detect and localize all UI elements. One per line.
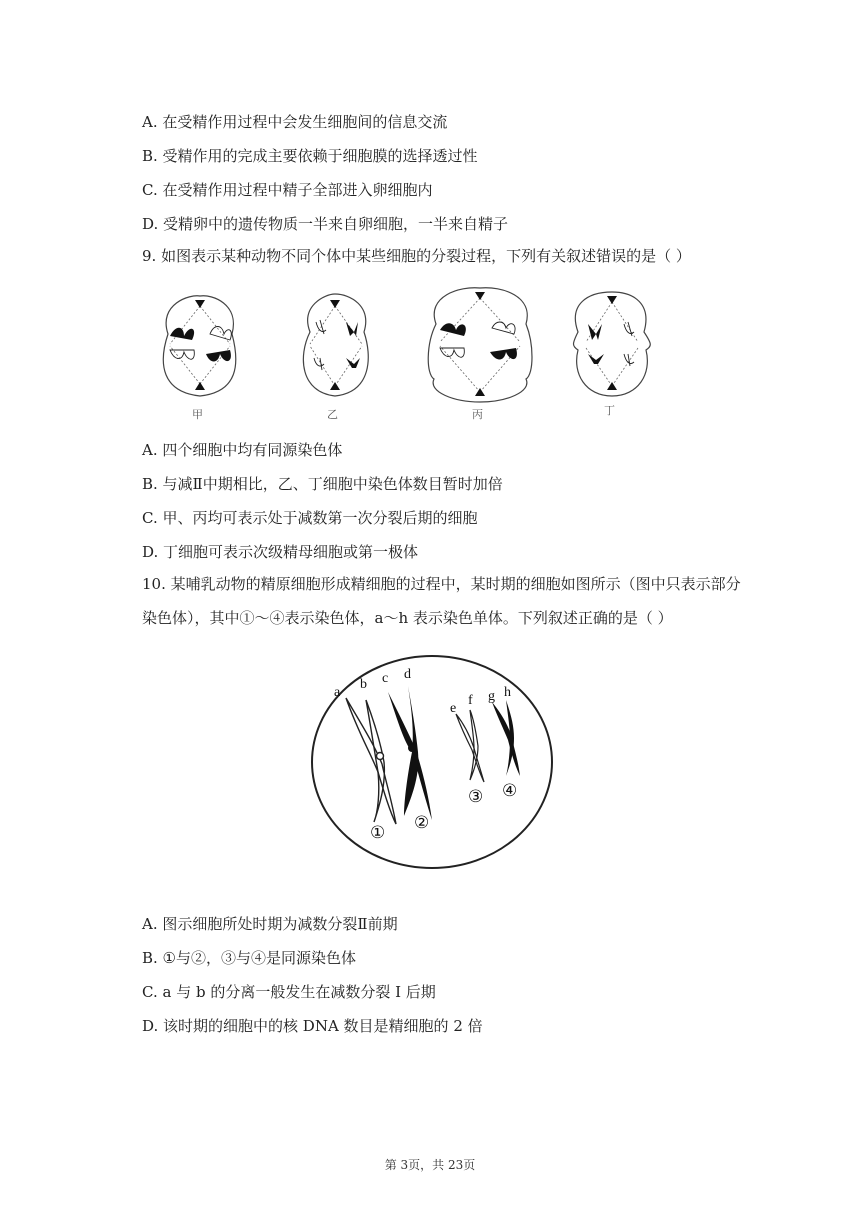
q8-option-d: D. 受精卵中的遗传物质一半来自卵细胞，一半来自精子 bbox=[142, 215, 509, 233]
q10-stem-line2: 染色体），其中①～④表示染色体，a～h 表示染色单体。下列叙述正确的是（ ） bbox=[142, 609, 673, 627]
q9-option-d: D. 丁细胞可表示次级精母细胞或第一极体 bbox=[142, 543, 419, 561]
cell-label-bing: 丙 bbox=[472, 408, 483, 421]
chromatid-label-f: f bbox=[468, 693, 473, 708]
cell-label-ding: 丁 bbox=[604, 404, 615, 417]
chromatid-label-a: a bbox=[334, 685, 341, 700]
q8-option-a: A. 在受精作用过程中会发生细胞间的信息交流 bbox=[142, 113, 448, 131]
cell-label-yi: 乙 bbox=[327, 408, 338, 421]
chromatid-label-d: d bbox=[404, 667, 411, 682]
cell-division-diagram bbox=[140, 284, 660, 424]
chromatid-label-c: c bbox=[382, 671, 389, 686]
q10-option-c: C. a 与 b 的分离一般发生在减数分裂 I 后期 bbox=[142, 983, 436, 1001]
chromosome-label-3: ③ bbox=[468, 787, 484, 807]
cell-label-jia: 甲 bbox=[192, 408, 203, 421]
q10-option-a: A. 图示细胞所处时期为减数分裂Ⅱ前期 bbox=[142, 915, 398, 933]
q10-stem-line1: 10. 某哺乳动物的精原细胞形成精细胞的过程中，某时期的细胞如图所示（图中只表示部分 bbox=[142, 575, 741, 593]
chromosome-diagram bbox=[308, 652, 556, 872]
chromatid-label-h: h bbox=[504, 685, 511, 700]
chromosome-label-4: ④ bbox=[502, 781, 518, 801]
chromatid-label-b: b bbox=[360, 677, 367, 692]
q10-figure bbox=[308, 652, 556, 872]
chromosome-label-1: ① bbox=[370, 823, 386, 843]
q9-option-c: C. 甲、丙均可表示处于减数第一次分裂后期的细胞 bbox=[142, 509, 478, 527]
q9-stem: 9. 如图表示某种动物不同个体中某些细胞的分裂过程，下列有关叙述错误的是（ ） bbox=[142, 247, 691, 265]
q8-option-b: B. 受精作用的完成主要依赖于细胞膜的选择透过性 bbox=[142, 147, 478, 165]
q10-option-d: D. 该时期的细胞中的核 DNA 数目是精细胞的 2 倍 bbox=[142, 1017, 483, 1035]
q9-option-b: B. 与减Ⅱ中期相比，乙、丁细胞中染色体数目暂时加倍 bbox=[142, 475, 503, 493]
q9-figure bbox=[140, 284, 660, 424]
page-footer: 第 3页，共 23页 bbox=[384, 1158, 476, 1172]
chromosome-label-2: ② bbox=[414, 813, 430, 833]
q9-option-a: A. 四个细胞中均有同源染色体 bbox=[142, 441, 343, 459]
chromatid-label-g: g bbox=[488, 689, 495, 704]
chromatid-label-e: e bbox=[450, 701, 457, 716]
q10-option-b: B. ①与②，③与④是同源染色体 bbox=[142, 949, 357, 967]
q8-option-c: C. 在受精作用过程中精子全部进入卵细胞内 bbox=[142, 181, 433, 199]
